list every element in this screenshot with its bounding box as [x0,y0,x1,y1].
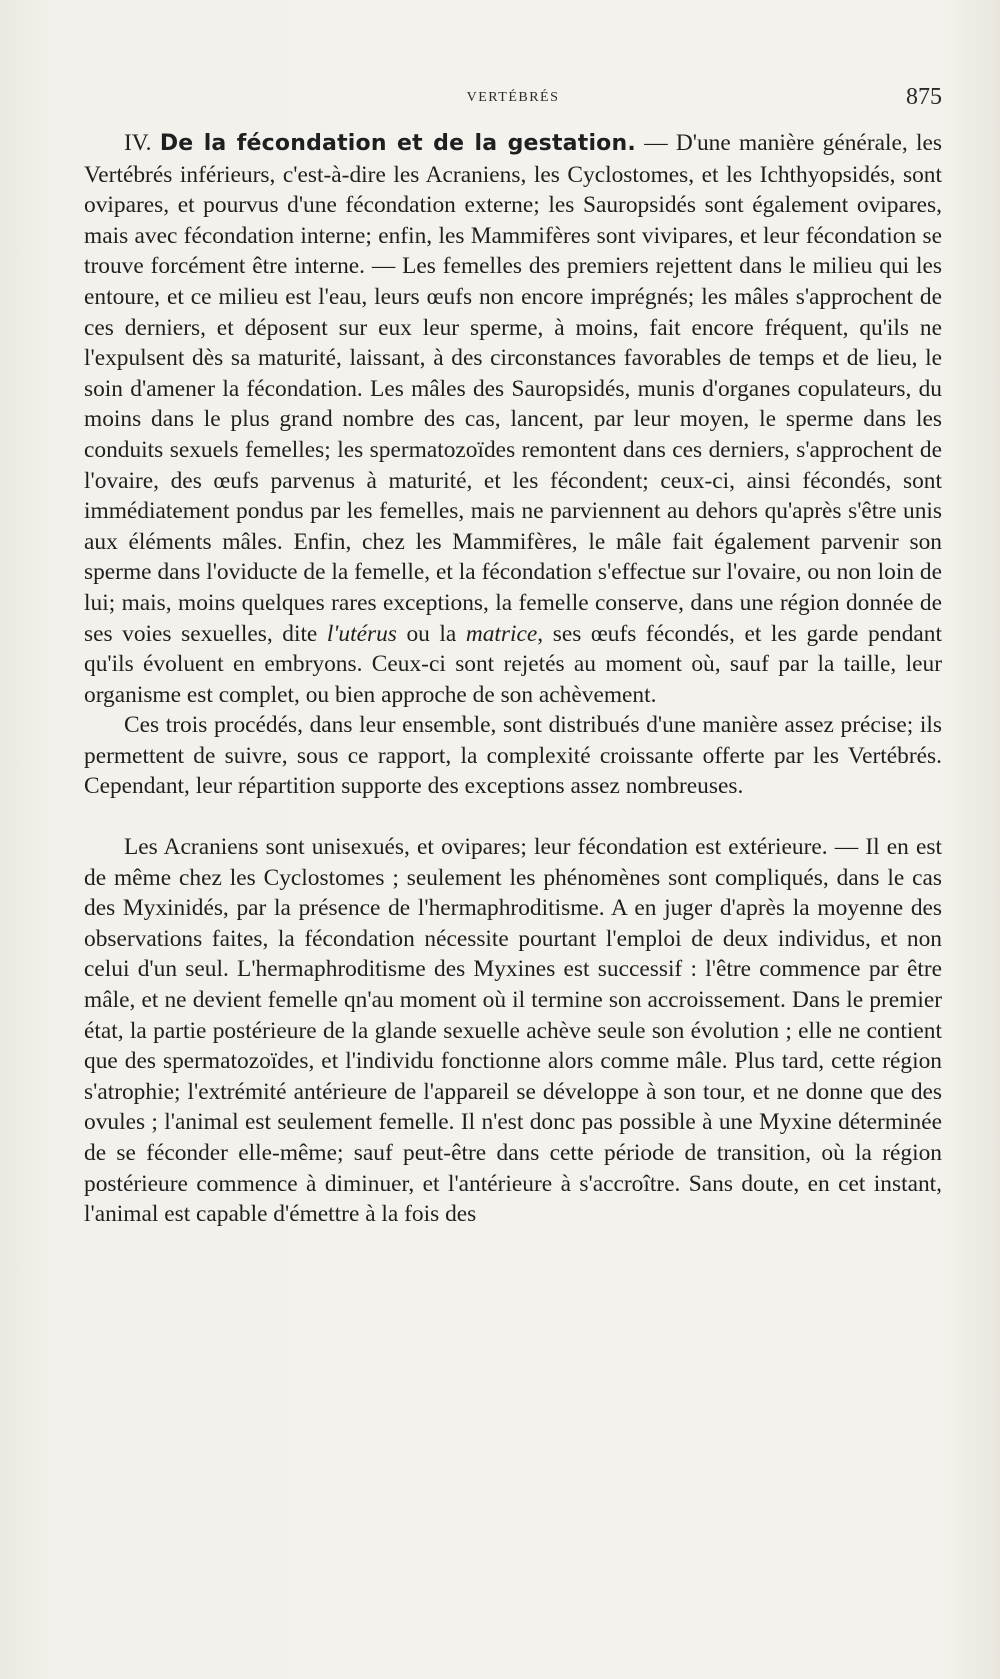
paragraph-1-between: ou la [396,620,466,647]
section-numeral: IV. [124,130,152,156]
paragraph-2: Ces trois procédés, dans leur ensemble, sont distribués d'une manière assez précise; ils permettent de suivre, sous ce rapport, la complexité croissante offerte par les Vertébrés. Cependant, leur répartition supporte des exceptions assez nombreuses. [84,712,942,800]
paragraph-1-end: , ses œufs fécondés, et les garde pendant qu'ils évoluent en embryons. Ceux-ci sont rejetés au moment où, sauf par la taille, leur organisme est complet, ou bien approche de son achèvement. [84,620,942,708]
paragraph-1 [84,128,942,710]
paragraph-1-text: — D'une manière générale, les Vertébrés inférieurs, c'est-à-dire les Acraniens, les Cyclostomes, et les Ichthyopsidés, sont ovipares, et pourvus d'une fécondation externe; les Sauropsidés sont également ovipares, mais avec fécondation interne; enfin, les Mammifères sont vivipares, et leur fécondation se trouve forcément être interne. — Les femelles des premiers rejettent dans le milieu qui les entoure, et ce milieu est l'eau, leurs œufs non encore imprégnés; les mâles s'approchent de ces derniers, et déposent sur eux leur sperme, à moins, fait encore fréquent, qu'ils ne l'expulsent dès sa maturité, laissant, à des circonstances favorables de temps et de lieu, le soin d'amener la fécondation. Les mâles des Sauropsidés, munis d'organes copulateurs, du moins dans le plus grand nombre des cas, lancent, par leur moyen, le sperme dans les conduits sexuels femelles; les spermatozoïdes remontent dans ces derniers, s'approchent de l'ovaire, des œufs parvenus à maturité, et les fécondent; ceux-ci, ainsi fécondés, sont immédiatement pondus par les femelles, mais ne parviennent au dehors qu'après s'être unis aux éléments mâles. Enfin, chez les Mammifères, le mâle fait également parvenir son sperme dans l'oviducte de la femelle, et la fécondation s'effectue sur l'ovaire, ou non loin de lui; mais, moins quelques rares exceptions, la femelle conserve, dans une région donnée de ses voies sexuelles, dite [84,130,942,647]
page-number: 875 [906,84,942,110]
section-title: De la fécondation et de la gestation. [159,131,636,156]
running-head: VERTÉBRÉS [466,90,560,105]
page-header [84,84,942,114]
term-uterus: l'utérus [326,620,397,647]
paragraph-3: Les Acraniens sont unisexués, et ovipares; leur fécondation est extérieure. — Il en est de même chez les Cyclostomes ; seulement les phénomènes sont compliqués, dans le cas des Myxinidés, par la présence de l'hermaphroditisme. A en juger d'après la moyenne des observations faites, la fécondation nécessite pourtant l'emploi de deux individus, et non celui d'un seul. L'hermaphroditisme des Myxines est successif : l'être commence par être mâle, et ne devient femelle qn'au moment où il termine son accroissement. Dans le premier état, la partie postérieure de la glande sexuelle achève seule son évolution ; elle ne contient que des spermatozoïdes, et l'individu fonctionne alors comme mâle. Plus tard, cette région s'atrophie; l'extrémité antérieure de l'appareil se développe à son tour, et ne donne que des ovules ; l'animal est seulement femelle. Il n'est donc pas possible à une Myxine déterminée de se féconder elle-même; sauf peut-être dans cette période de transition, où la région postérieure commence à diminuer, et l'antérieure à s'accroître. Sans doute, en cet instant, l'animal est capable d'émettre à la fois des [84,834,942,1228]
body-text [84,128,942,1230]
term-matrice: matrice [465,620,538,647]
